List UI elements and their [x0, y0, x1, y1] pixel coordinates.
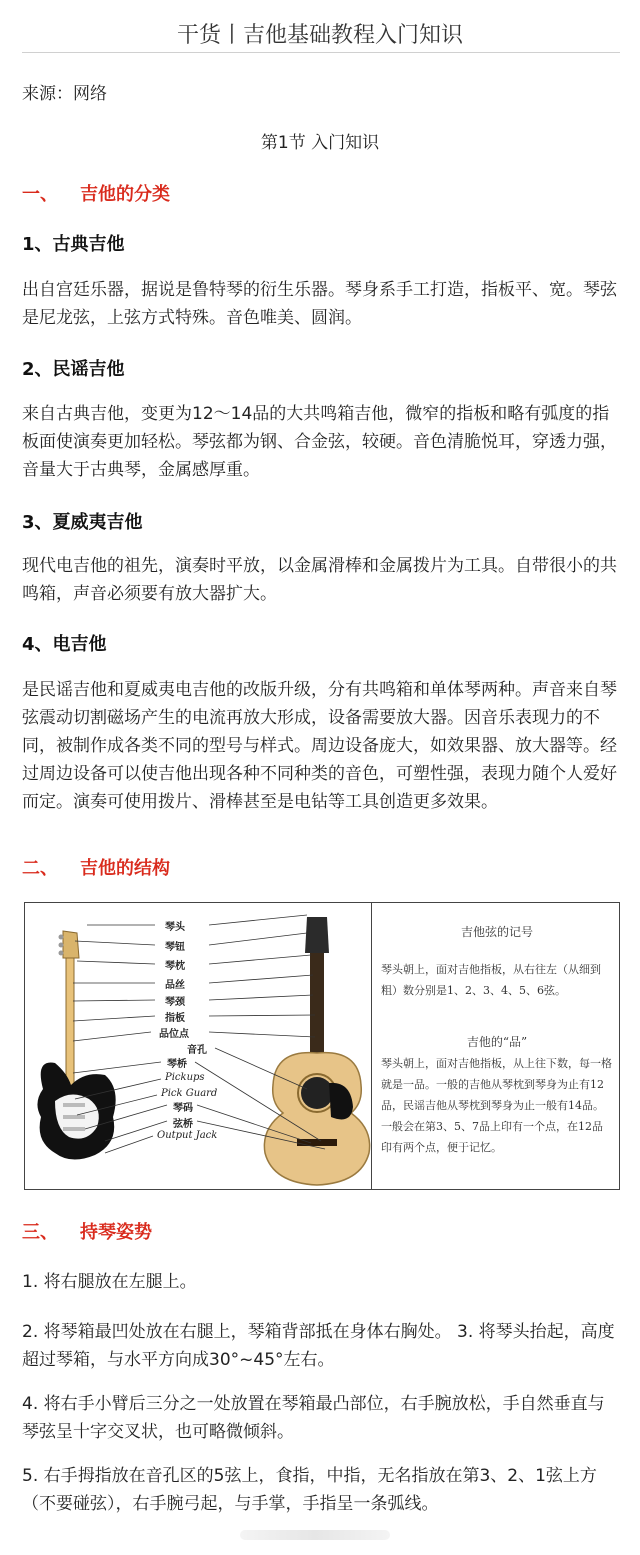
article-title: 干货丨吉他基础教程入门知识 [176, 23, 463, 48]
label-saddle: 琴码 [173, 1103, 193, 1114]
label-tuner: 琴钮 [165, 942, 185, 953]
guitar-structure-figure [24, 902, 620, 1190]
heading-number: 一、 [22, 184, 58, 205]
paragraph-electric: 是民谣吉他和夏威夷电吉他的改版升级，分有共鸣箱和单体琴两种。声音来自琴弦震动切割磁场产生的电流再放大形成，设备需要放大器。因音乐表现力的不同，被制作成各类不同的型号与样式。周边设备庞大，如效果器、放大器等。经过周边设备可以使吉他出现各种不同种类的音色，可塑性强，表现力随个人爱好而定。演奏可使用拨片、滑棒甚至是电钻等工具创造更多效果。 [22, 680, 617, 812]
label-pick-guard: Pick Guard [161, 1088, 218, 1099]
label-fret: 品丝 [165, 980, 185, 991]
acoustic-guitar-image [264, 917, 369, 1185]
label-soundhole: 音孔 [187, 1045, 207, 1056]
subheading-hawaiian: 3、夏威夷吉他 [22, 512, 143, 533]
note-title-frets: 吉他的“品” [466, 1035, 528, 1049]
note-frets: 琴头朝上，面对吉他指板，从上往下数，每一格就是一品。一般的吉他从琴枕到琴身为止有12品，民谣吉他从琴枕到琴身为止一般有14品。一般会在第3、5、7品上印有一个点，在12品印有两个点，便于记忆。 [381, 1057, 612, 1154]
heading-text: 吉他的分类 [80, 184, 170, 205]
heading-number: 二、 [22, 858, 58, 879]
posture-step-4: 4. 将右手小臂后三分之一处放置在琴箱最凸部位，右手腕放松，手自然垂直与琴弦呈十字交叉状，也可略微倾斜。 [22, 1394, 605, 1442]
heading-text: 持琴姿势 [80, 1222, 152, 1243]
label-fingerboard: 指板 [165, 1013, 185, 1024]
heading-text: 吉他的结构 [80, 858, 170, 879]
subheading-classical: 1、古典吉他 [22, 234, 125, 255]
paragraph-hawaiian: 现代电吉他的祖先，演奏时平放，以金属滑棒和金属拨片为工具。自带很小的共鸣箱，声音必须要有放大器扩大。 [22, 556, 617, 604]
label-bridge: 琴桥 [167, 1059, 187, 1070]
label-output-jack: Output Jack [157, 1130, 218, 1141]
label-nut: 琴枕 [165, 961, 185, 972]
section-title: 第1节 入门知识 [260, 133, 380, 153]
heading-classification [22, 180, 170, 206]
source-line: 来源：网络 [22, 84, 107, 104]
label-pickups: Pickups [165, 1072, 205, 1083]
posture-step-1: 1. 将右腿放在左腿上。 [22, 1272, 197, 1292]
note-title-strings: 吉他弦的记号 [460, 925, 533, 939]
label-bridge-pin: 弦桥 [173, 1119, 193, 1130]
label-position-marker: 品位点 [159, 1029, 189, 1040]
paragraph-folk: 来自古典吉他，变更为12～14品的大共鸣箱吉他，微窄的指板和略有弧度的指板面使演奏更加轻松。琴弦都为钢、合金弦，较硬。音色清脆悦耳，穿透力强，音量大于古典琴，金属感厚重。 [22, 404, 617, 480]
watermark-bar [240, 1530, 390, 1540]
subheading-electric: 4、电吉他 [22, 634, 107, 655]
paragraph-classical: 出自宫廷乐器，据说是鲁特琴的衍生乐器。琴身系手工打造，指板平、宽。琴弦是尼龙弦，上弦方式特殊。音色唯美、圆润。 [22, 280, 617, 328]
posture-step-2: 2. 将琴箱最凹处放在右腿上，琴箱背部抵在身体右胸处。 3. 将琴头抬起，高度超过琴箱，与水平方向成30°~45°左右。 [22, 1322, 615, 1370]
electric-guitar-image [37, 931, 115, 1160]
heading-number: 三、 [22, 1222, 58, 1243]
heading-posture [22, 1218, 152, 1244]
posture-step-5: 5. 右手拇指放在音孔区的5弦上，食指，中指，无名指放在第3、2、1弦上方（不要碰弦），右手腕弓起，与手掌，手指呈一条弧线。 [22, 1466, 597, 1514]
subheading-folk: 2、民谣吉他 [22, 359, 125, 380]
label-headstock: 琴头 [165, 922, 185, 933]
title-divider [22, 52, 620, 53]
note-strings: 琴头朝上，面对吉他指板，从右往左（从细到粗）数分别是1、2、3、4、5、6弦。 [381, 963, 601, 997]
divider-line [371, 903, 372, 1189]
label-neck: 琴颈 [165, 997, 185, 1008]
heading-structure [22, 854, 170, 880]
